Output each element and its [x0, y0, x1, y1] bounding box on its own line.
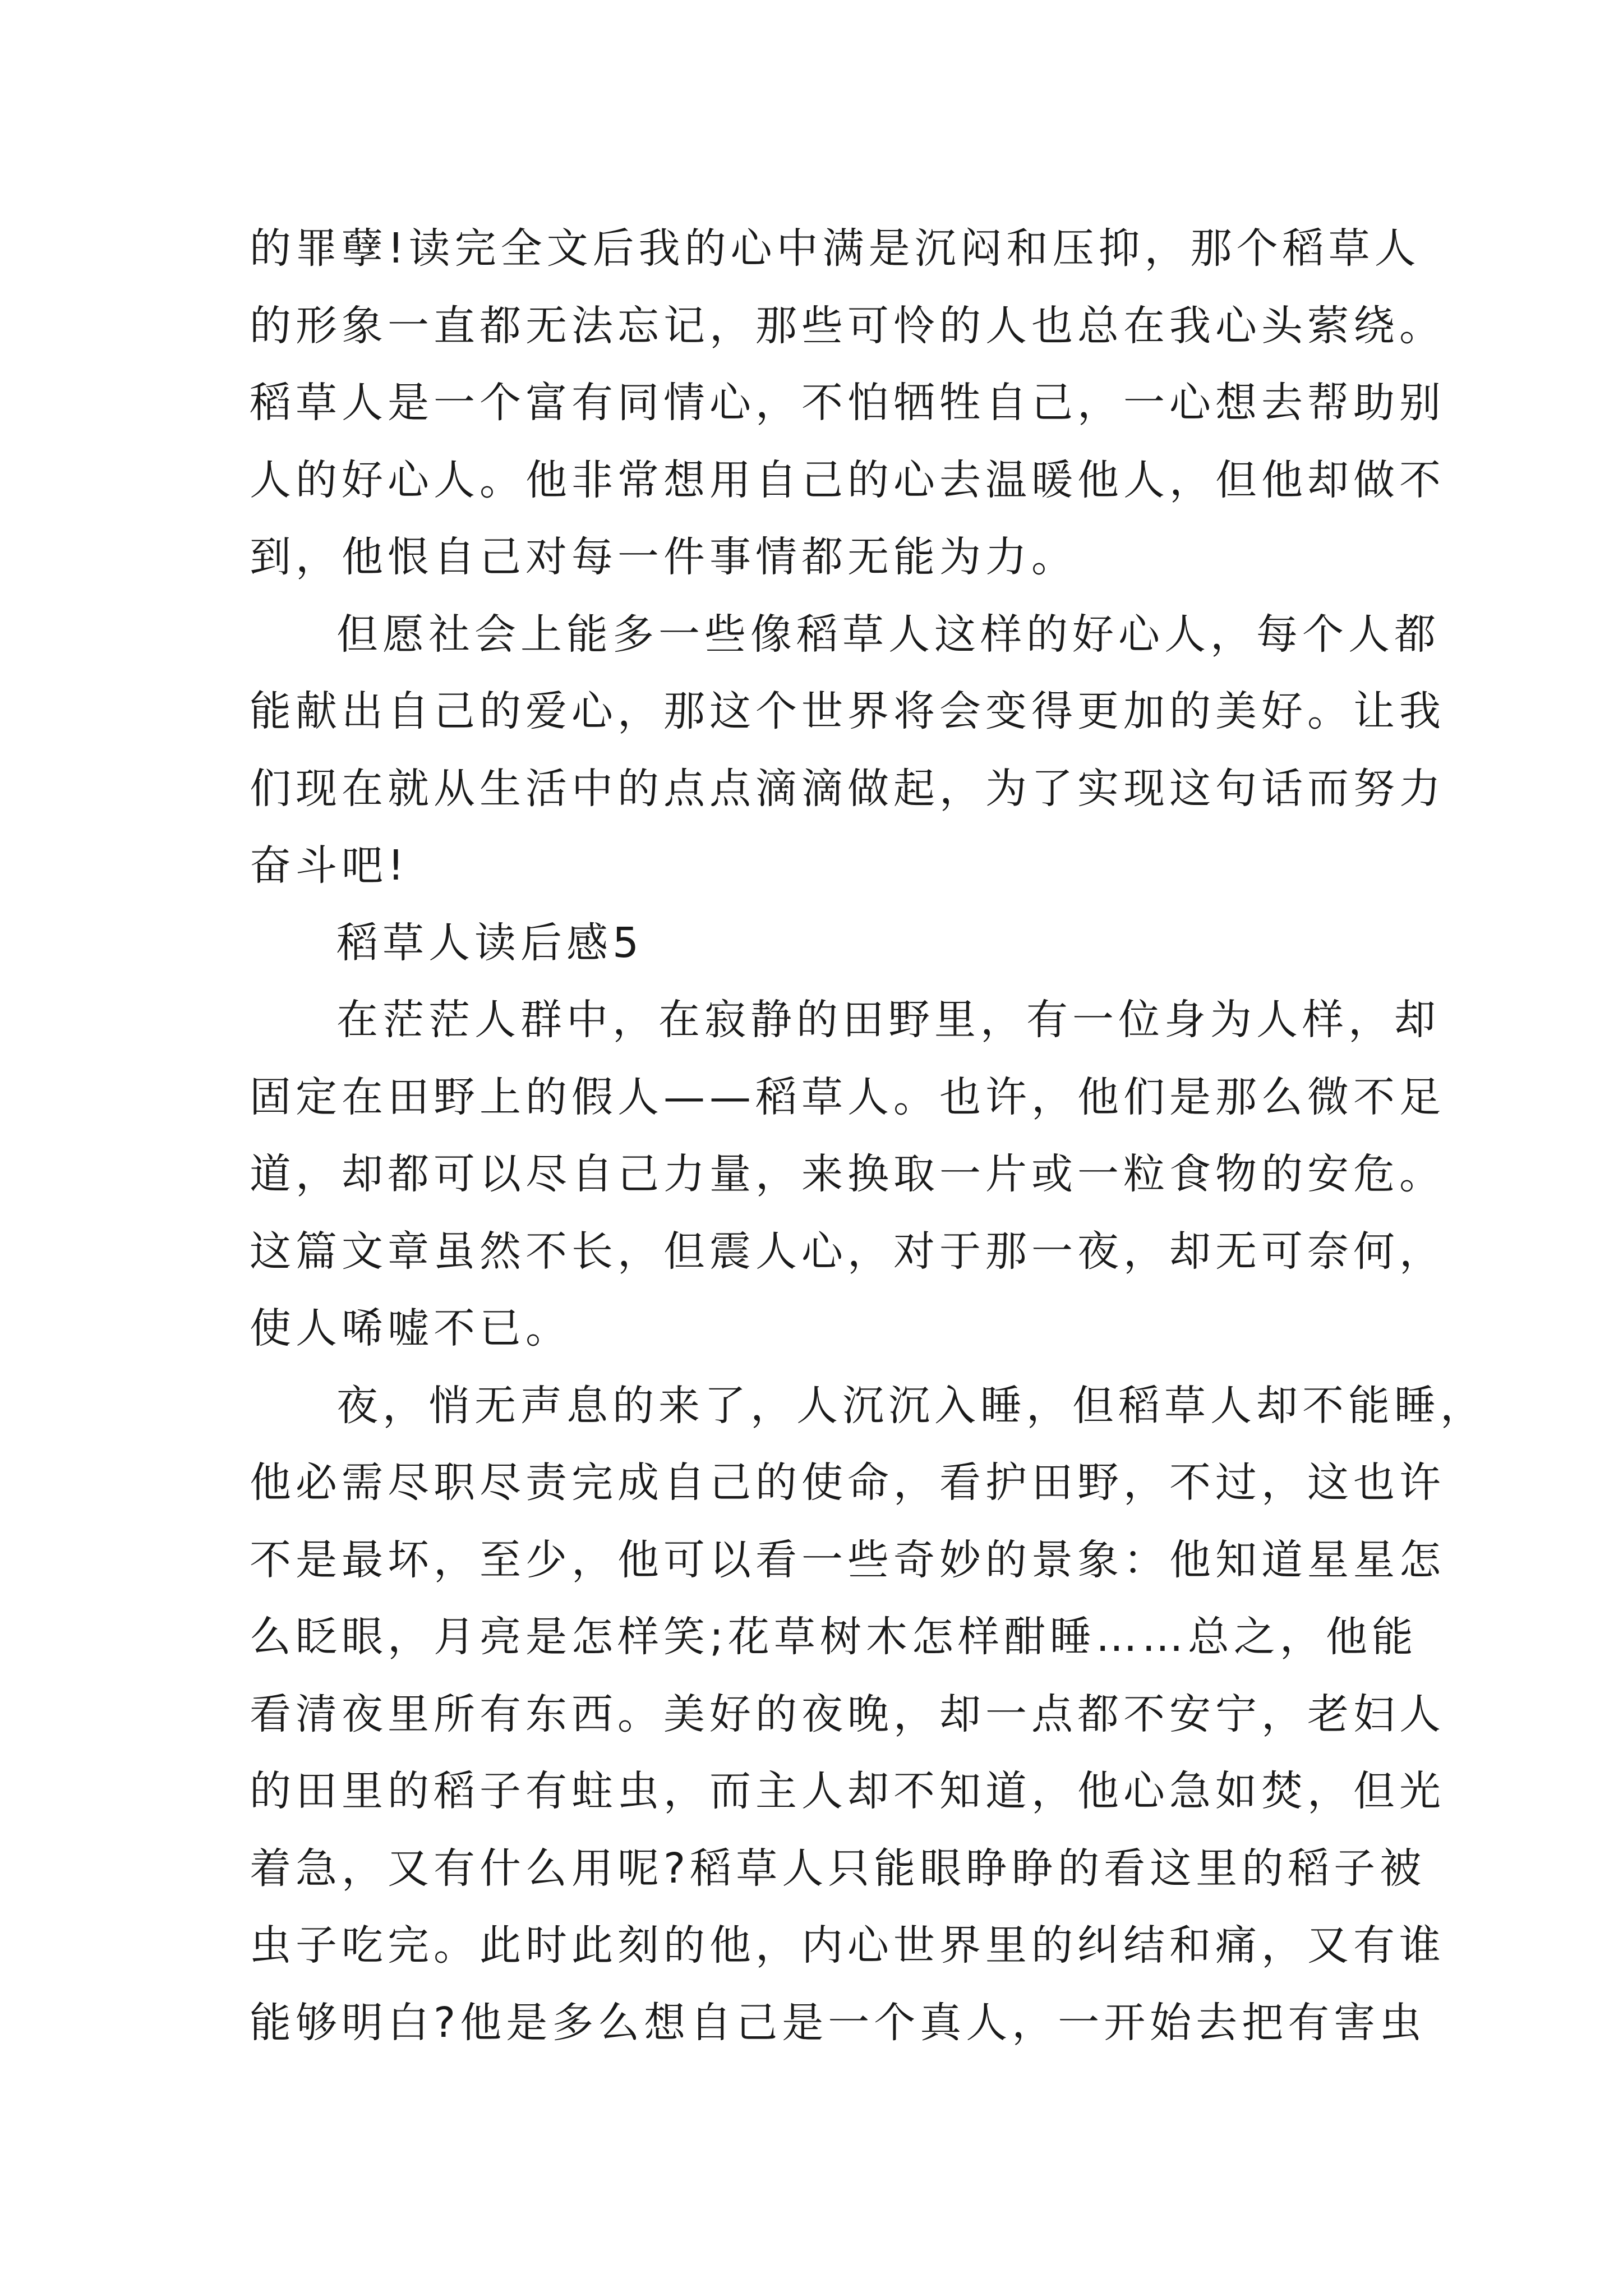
paragraph-start-line: 在茫茫人群中，在寂静的田野里，有一位身为人样，却: [336, 996, 1440, 1044]
text-line: 能够明白?他是多么想自己是一个真人，一开始去把有害虫: [250, 1998, 1426, 2047]
text-line: 人的好心人。他非常想用自己的心去温暖他人，但他却做不: [250, 455, 1445, 504]
text-line: 奋斗吧!: [250, 841, 409, 890]
paragraph-start-line: 夜，悄无声息的来了，人沉沉入睡，但稻草人却不能睡，: [336, 1381, 1486, 1430]
text-line: 的田里的稻子有蛀虫，而主人却不知道，他心急如焚，但光: [250, 1767, 1445, 1815]
text-line: 固定在田野上的假人——稻草人。也许，他们是那么微不足: [250, 1073, 1445, 1121]
text-line: 们现在就从生活中的点点滴滴做起，为了实现这句话而努力: [250, 764, 1445, 813]
text-line: 着急，又有什么用呢?稻草人只能眼睁睁的看这里的稻子被: [250, 1844, 1426, 1893]
text-line: 么眨眼，月亮是怎样笑;花草树木怎样酣睡……总之，他能: [250, 1613, 1418, 1661]
text-line: 他必需尽职尽责完成自己的使命，看护田野，不过，这也许: [250, 1458, 1445, 1507]
text-line: 看清夜里所有东西。美好的夜晚，却一点都不安宁，老妇人: [250, 1690, 1445, 1738]
text-line: 能献出自己的爱心，那这个世界将会变得更加的美好。让我: [250, 687, 1445, 735]
text-line: 不是最坏，至少，他可以看一些奇妙的景象：他知道星星怎: [250, 1535, 1445, 1584]
text-line: 使人唏嘘不已。: [250, 1304, 571, 1352]
document-body: [250, 210, 1486, 2062]
paragraph-start-line: 但愿社会上能多一些像稻草人这样的好心人，每个人都: [336, 610, 1440, 659]
text-line: 的罪孽!读完全文后我的心中满是沉闷和压抑，那个稻草人: [250, 224, 1421, 273]
text-line: 到，他恨自己对每一件事情都无能为力。: [250, 533, 1077, 581]
text-line: 的形象一直都无法忘记，那些可怜的人也总在我心头萦绕。: [250, 301, 1445, 350]
text-line: 虫子吃完。此时此刻的他，内心世界里的纠结和痛，又有谁: [250, 1921, 1445, 1970]
text-line: 稻草人是一个富有同情心，不怕牺牲自己，一心想去帮助别: [250, 379, 1445, 427]
section-heading: 稻草人读后感5: [336, 918, 644, 967]
text-line: 道，却都可以尽自己力量，来换取一片或一粒食物的安危。: [250, 1150, 1445, 1198]
text-line: 这篇文章虽然不长，但震人心，对于那一夜，却无可奈何，: [250, 1227, 1445, 1276]
